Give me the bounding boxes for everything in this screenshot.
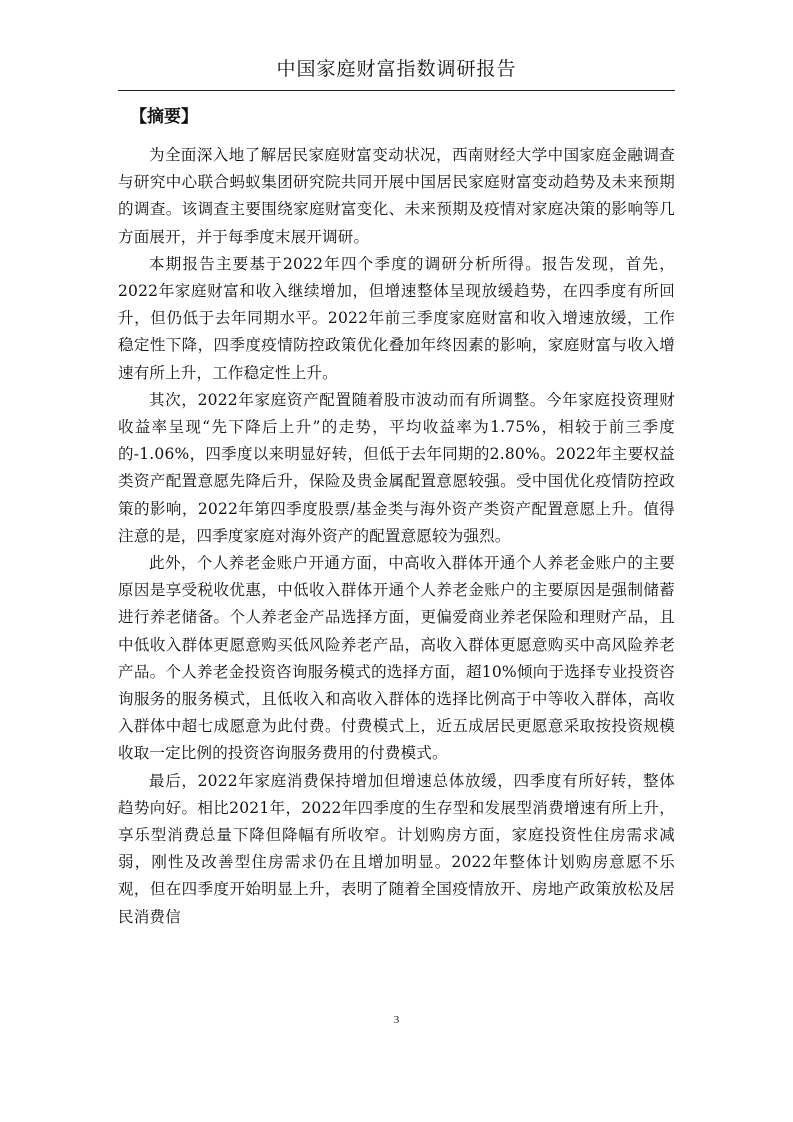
paragraph-wealth-income: 本期报告主要基于2022年四个季度的调研分析所得。报告发现，首先，2022年家庭财富和收入继续增加，但增速整体呈现放缓趋势，在四季度有所回升，但仍低于去年同期水平。2022年前三季度家庭财富和收入增速放缓，工作稳定性下降，四季度疫情防控政策优化叠加年终因素的影响，家庭财富与收入增速有所上升，工作稳定性上升。	[118, 254, 675, 382]
abstract-body	[118, 142, 675, 931]
abstract-heading: 【摘要】	[130, 107, 198, 127]
page-number: 3	[393, 1014, 400, 1026]
paragraph-introduction: 为全面深入地了解居民家庭财富变动状况，西南财经大学中国家庭金融调查与研究中心联合蚂蚁集团研究院共同开展中国居民家庭财富变动趋势及未来预期的调查。该调查主要围绕家庭财富变化、未来预期及疫情对家庭决策的影响等几方面展开，并于每季度末展开调研。	[118, 146, 675, 246]
paragraph-asset-allocation: 其次，2022年家庭资产配置随着股市波动而有所调整。今年家庭投资理财收益率呈现“先下降后上升”的走势，平均收益率为1.75%，相较于前三季度的-1.06%，四季度以来明显好转，但低于去年同期的2.80%。2022年主要权益类资产配置意愿先降后升，保险及贵金属配置意愿较强。受中国优化疫情防控政策的影响，2022年第四季度股票/基金类与海外资产类资产配置意愿上升。值得注意的是，四季度家庭对海外资产的配置意愿较为强烈。	[118, 390, 675, 545]
paragraph-pension-account: 此外，个人养老金账户开通方面，中高收入群体开通个人养老金账户的主要原因是享受税收优惠，中低收入群体开通个人养老金账户的主要原因是强制储蓄进行养老储备。个人养老金产品选择方面，更偏爱商业养老保险和理财产品，且中低收入群体更愿意购买低风险养老产品，高收入群体更愿意购买中高风险养老产品。个人养老金投资咨询服务模式的选择方面，超10%倾向于选择专业投资咨询服务的服务模式，且低收入和高收入群体的选择比例高于中等收入群体，高收入群体中超七成愿意为此付费。付费模式上，近五成居民更愿意采取按投资规模收取一定比例的投资咨询服务费用的付费模式。	[118, 554, 675, 763]
report-header-title: 中国家庭财富指数调研报告	[276, 58, 517, 80]
header-divider	[118, 90, 675, 91]
paragraph-consumption-housing: 最后，2022年家庭消费保持增加但增速总体放缓，四季度有所好转，整体趋势向好。相比2021年，2022年四季度的生存型和发展型消费增速有所上升，享乐型消费总量下降但降幅有所收窄。计划购房方面，家庭投资性住房需求减弱，刚性及改善型住房需求仍在且增加明显。2022年整体计划购房意愿不乐观，但在四季度开始明显上升，表明了随着全国疫情放开、房地产政策放松及居民消费信	[118, 771, 675, 926]
